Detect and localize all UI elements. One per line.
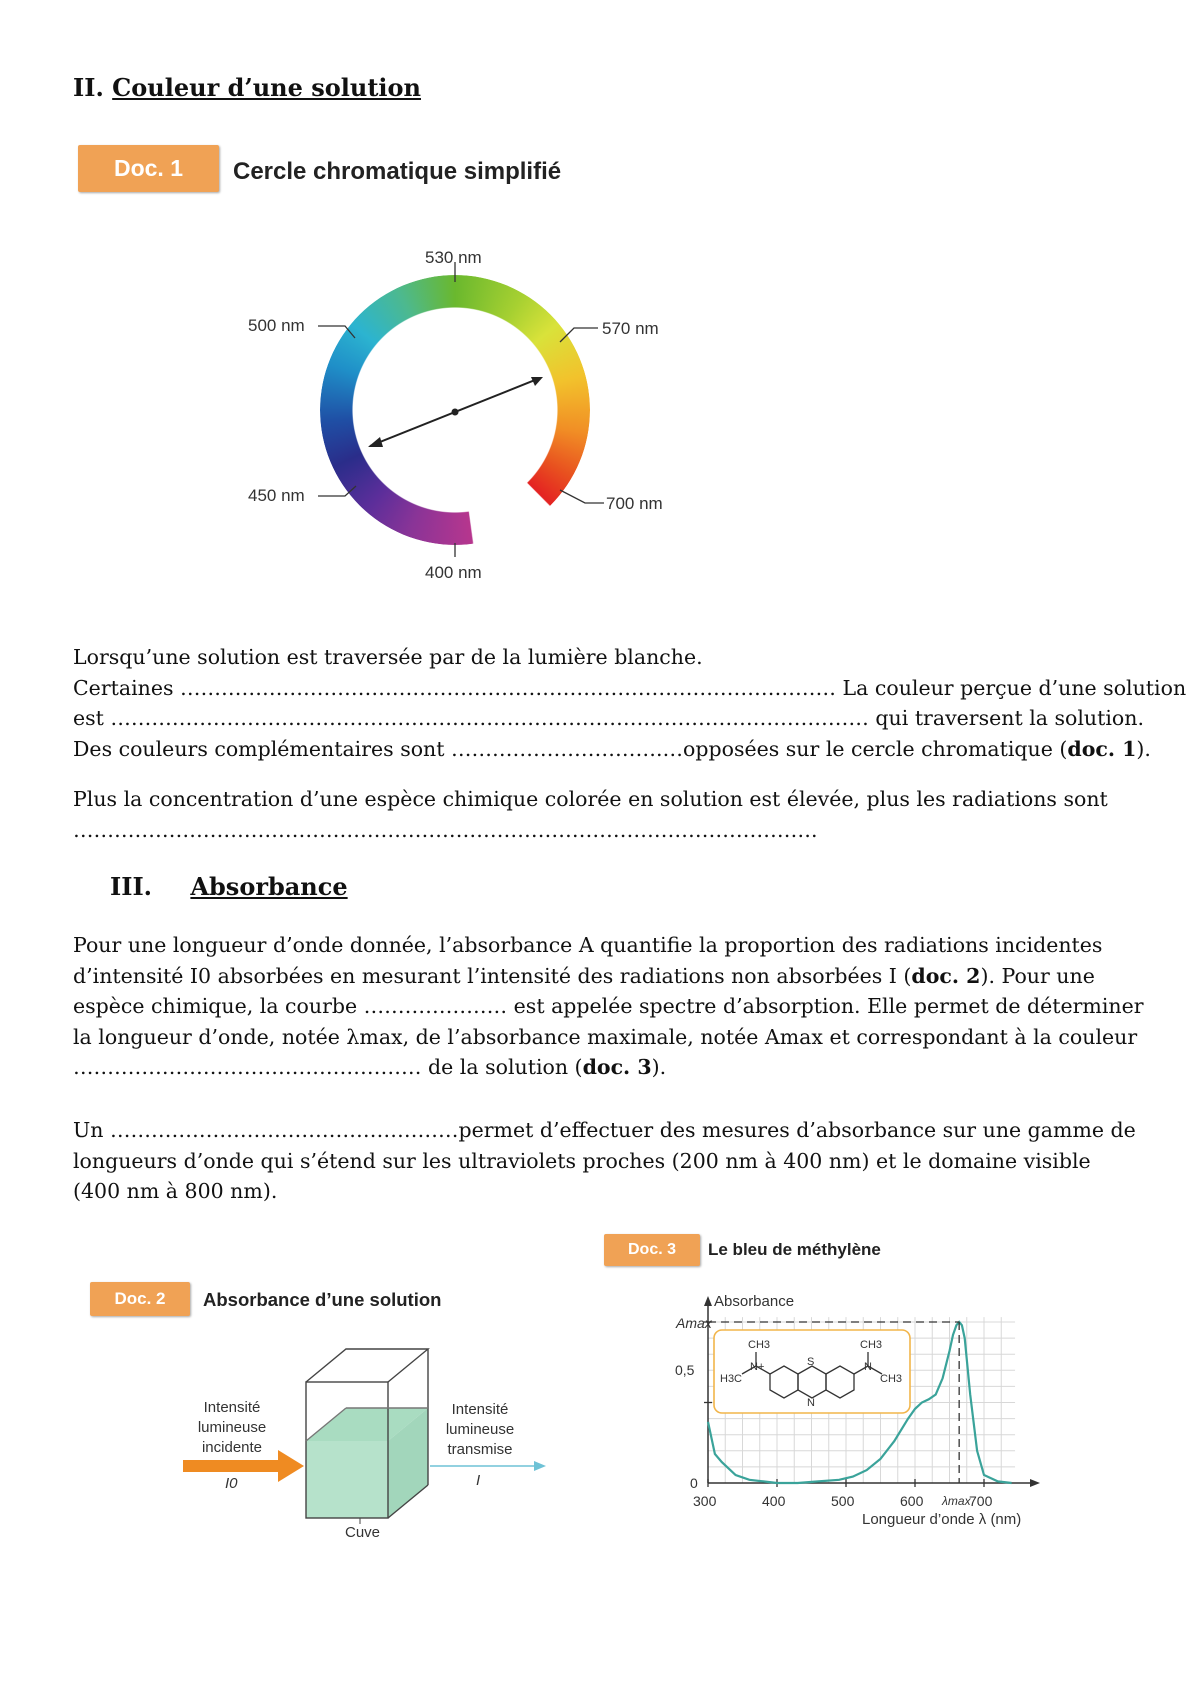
- transmitted-label-2: lumineuse: [445, 1421, 515, 1438]
- doc2-title: Absorbance d’une solution: [203, 1289, 442, 1310]
- incident-symbol: I0: [225, 1475, 238, 1492]
- mol-n-right: N: [864, 1361, 872, 1373]
- mol-ch3-right: CH3: [880, 1373, 903, 1385]
- section-2-number: II.: [73, 73, 104, 102]
- incident-label-3: incidente: [201, 1439, 263, 1456]
- label-530nm: 530 nm: [425, 248, 482, 267]
- p3-line-1: Pour une longueur d’onde donnée, l’absorbance A quantifie la proportion des radiations incidentes: [73, 933, 1103, 957]
- mol-ch3-top-left: CH3: [748, 1339, 771, 1351]
- doc3-xtick-600: 600: [900, 1493, 924, 1509]
- p3-doc2-ref: doc. 2: [911, 963, 981, 988]
- p2-line-2: ……………………………………………………………………………………………….: [73, 817, 818, 842]
- doc3-ytick-0: 0: [690, 1475, 698, 1491]
- p2-line-1: Plus la concentration d’une espèce chimique colorée en solution est élevée, plus les radiations sont: [73, 787, 1108, 811]
- p3-line-4: la longueur d’onde, notée λmax, de l’absorbance maximale, notée Amax et correspondant à la couleur: [73, 1024, 1138, 1049]
- label-500nm: 500 nm: [248, 316, 305, 335]
- p1-doc1-ref: doc. 1: [1067, 736, 1137, 761]
- transmitted-label-3: transmise: [447, 1441, 513, 1458]
- doc3-xtick-300: 300: [693, 1493, 717, 1509]
- doc3-amax-label: Amax: [676, 1315, 712, 1331]
- p4-line-1: Un ……………………………………………permet d’effectuer des mesures d’absorbance sur une gamme de: [73, 1118, 1136, 1142]
- p4-line-2: longueurs d’onde qui s’étend sur les ultraviolets proches (200 nm à 400 nm) et le domaine visible: [73, 1148, 1091, 1173]
- y-axis-arrow: [704, 1296, 712, 1306]
- doc2-badge: Doc. 2: [90, 1282, 190, 1316]
- p3-line-2-text: d’intensité I0 absorbées en mesurant l’intensité des radiations non absorbées I (: [73, 963, 912, 988]
- p4-line-3: (400 nm à 800 nm).: [73, 1179, 278, 1203]
- transmitted-symbol: I: [476, 1472, 481, 1489]
- doc3-ytick-05: 0,5: [675, 1362, 695, 1378]
- p3-line-2-end: ). Pour une: [980, 963, 1095, 988]
- mol-ch3-top-right: CH3: [860, 1339, 883, 1351]
- p3-line-5-end: ).: [651, 1055, 667, 1079]
- mol-nitrogen-ring: N: [807, 1397, 815, 1409]
- section-2-title: Couleur d’une solution: [112, 73, 421, 102]
- doc3-title: Le bleu de méthylène: [708, 1240, 881, 1259]
- label-400nm: 400 nm: [425, 563, 482, 582]
- incident-label-1: Intensité: [203, 1399, 261, 1416]
- p1-line-3: est ………………………………………………………………………………………………… qui traversent la solution.: [73, 706, 1144, 730]
- doc3-xtick-700: 700: [969, 1493, 993, 1509]
- doc3-badge: Doc. 3: [604, 1234, 700, 1266]
- p1-line-4-text: Des couleurs complémentaires sont ………………………….…opposées sur le cercle chromatique (: [73, 736, 1068, 761]
- label-450nm: 450 nm: [248, 486, 305, 505]
- p3-line-5-text: …………………………………………… de la solution (: [73, 1055, 583, 1079]
- section-3-title: Absorbance: [190, 872, 348, 901]
- incident-label-2: lumineuse: [197, 1419, 267, 1436]
- doc3-xtick-500: 500: [831, 1493, 855, 1509]
- p1-line-4-end: ).: [1136, 736, 1151, 761]
- p3-doc3-ref: doc. 3: [582, 1055, 652, 1079]
- doc1-title: Cercle chromatique simplifié: [233, 158, 562, 185]
- mol-sulfur: S: [807, 1356, 815, 1368]
- label-570nm: 570 nm: [602, 319, 659, 338]
- p1-line-2: Certaines …………………………………………………………………………………… La couleur perçue d’une solution: [73, 675, 1187, 700]
- transmitted-label-1: Intensité: [451, 1401, 509, 1418]
- doc3-lambda-max-label: λmax: [942, 1494, 971, 1508]
- p1-line-1: Lorsqu’une solution est traversée par de la lumière blanche.: [73, 645, 703, 669]
- doc1-badge: Doc. 1: [78, 145, 219, 192]
- mol-h3c-left: H3C: [720, 1373, 743, 1385]
- doc3-xtick-400: 400: [762, 1493, 786, 1509]
- p3-line-3: espèce chimique, la courbe ………………… est appelée spectre d’absorption. Elle permet de déterminer: [73, 994, 1144, 1018]
- section-3-number: III.: [110, 872, 153, 901]
- cuvette-label: Cuve: [345, 1524, 381, 1541]
- label-700nm: 700 nm: [606, 494, 663, 513]
- doc3-xlabel: Longueur d’onde λ (nm): [862, 1511, 1022, 1528]
- x-axis-arrow: [1030, 1479, 1040, 1487]
- mol-n-plus: N+: [750, 1361, 765, 1373]
- doc3-ylabel: Absorbance: [714, 1293, 795, 1310]
